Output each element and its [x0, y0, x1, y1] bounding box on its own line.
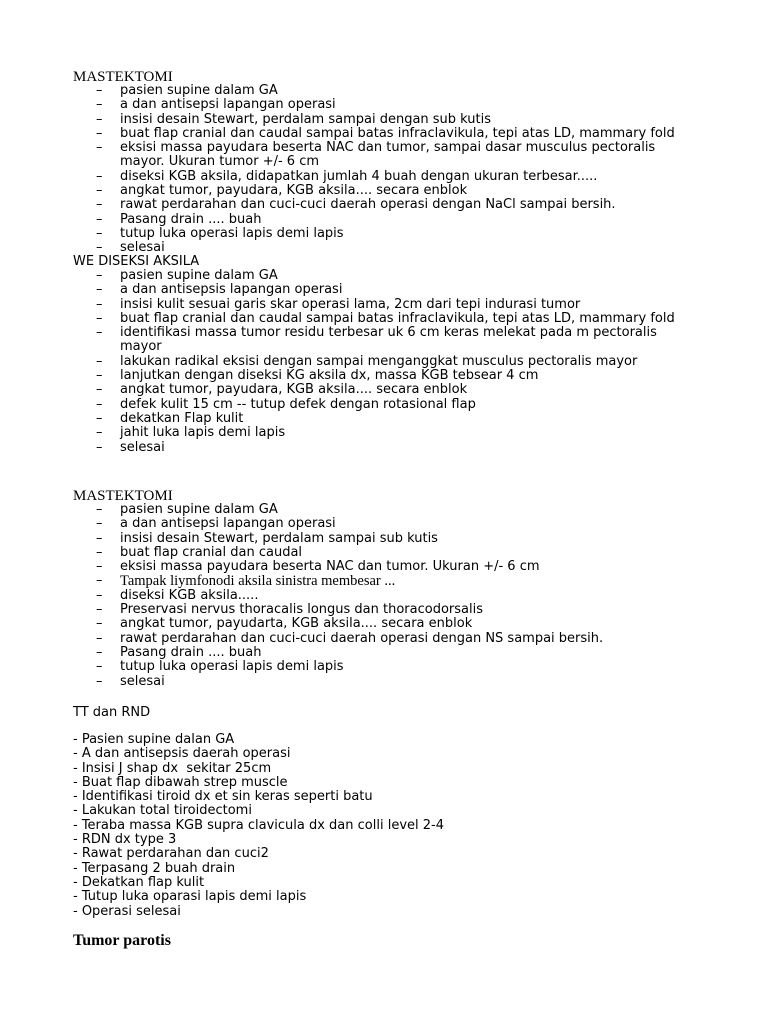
dash-bullet: –: [96, 83, 103, 98]
list-item: [96, 603, 696, 617]
section-tt-rnd-lines: [73, 733, 693, 919]
list-item: [96, 589, 696, 603]
list-item-text: diseksi KGB aksila.....: [120, 587, 259, 603]
list-item: [96, 617, 696, 631]
list-item: [96, 84, 696, 98]
list-item: [96, 312, 696, 326]
list-item-text: diseksi KGB aksila, didapatkan jumlah 4 buah dengan ukuran terbesar.....: [120, 168, 598, 184]
list-item: [96, 574, 696, 588]
text-line: - Rawat perdarahan dan cuci2: [73, 846, 269, 862]
list-item-text: defek kulit 15 cm -- tutup defek dengan rotasional flap: [120, 396, 476, 412]
list-item: [96, 283, 696, 297]
dash-bullet: –: [96, 282, 103, 298]
list-item-text: selesai: [120, 439, 165, 455]
list-item: [96, 326, 696, 355]
list-item-text: dekatkan Flap kulit: [120, 410, 244, 426]
list-item: [96, 412, 696, 426]
list-item: [96, 383, 696, 397]
list-item-text: angkat tumor, payudara, KGB aksila.... secara enblok: [120, 382, 468, 398]
list-item: [96, 170, 696, 184]
list-item: [96, 184, 696, 198]
text-line: - Pasien supine dalan GA: [73, 732, 235, 747]
list-item: [96, 227, 696, 241]
text-line: - Identifikasi tiroid dx et sin keras seperti batu: [73, 789, 373, 805]
list-item-text: lakukan radikal eksisi dengan sampai menganggkat musculus pectoralis mayor: [120, 353, 638, 369]
text-line: - A dan antisepsis daerah operasi: [73, 746, 291, 762]
section-mastektomi-list: [96, 84, 696, 256]
dash-bullet: –: [96, 211, 103, 227]
dash-bullet: –: [96, 197, 103, 213]
list-item-text: insisi kulit sesuai garis skar operasi lama, 2cm dari tepi indurasi tumor: [120, 296, 581, 312]
list-item: [96, 546, 696, 560]
dash-bullet: –: [96, 183, 103, 199]
dash-bullet: –: [96, 268, 103, 283]
section-tt-rnd-title: TT dan RND: [73, 705, 151, 720]
dash-bullet: –: [96, 544, 103, 560]
dash-bullet: –: [96, 425, 103, 441]
dash-bullet: –: [96, 125, 103, 141]
list-item: [96, 398, 696, 412]
dash-bullet: –: [96, 410, 103, 426]
dash-bullet: –: [96, 97, 103, 113]
list-item-text: selesai: [120, 240, 165, 256]
dash-bullet: –: [96, 382, 103, 398]
list-item-text: a dan antisepsi lapangan operasi: [120, 97, 336, 113]
text-line: - Terpasang 2 buah drain: [73, 860, 236, 876]
list-item: [96, 213, 696, 227]
text-line: - Insisi J shap dx sekitar 25cm: [73, 760, 272, 776]
dash-bullet: –: [96, 530, 103, 546]
list-item-text: tutup luka operasi lapis demi lapis: [120, 225, 344, 241]
section-mastektomi-2-title: MASTEKTOMI: [73, 488, 173, 504]
text-line: - Teraba massa KGB supra clavicula dx dan colli level 2-4: [73, 817, 444, 833]
list-item: [96, 441, 696, 455]
section-mastektomi-2-list: [96, 503, 696, 689]
list-item-text: Preservasi nervus thoracalis longus dan thoracodorsalis: [120, 602, 484, 618]
list-item-text: pasien supine dalam GA: [120, 268, 278, 283]
dash-bullet: –: [96, 111, 103, 127]
list-item: [96, 517, 696, 531]
list-item-text: rawat perdarahan dan cuci-cuci daerah operasi dengan NaCl sampai bersih.: [120, 197, 616, 213]
list-item: [96, 127, 696, 141]
dash-bullet: –: [96, 573, 103, 589]
section-we-diseksi-aksila-title: WE DISEKSI AKSILA: [73, 254, 200, 269]
dash-bullet: –: [96, 587, 103, 603]
list-item: [96, 355, 696, 369]
list-item: [96, 98, 696, 112]
dash-bullet: –: [96, 616, 103, 632]
list-item: [96, 503, 696, 517]
dash-bullet: –: [96, 659, 103, 675]
list-item-text: Tampak liymfonodi aksila sinistra membesar ...: [120, 573, 396, 590]
dash-bullet: –: [96, 140, 103, 156]
list-item-text: a dan antisepsi lapangan operasi: [120, 516, 336, 532]
list-item-text: buat flap cranial dan caudal sampai batas infraclavikula, tepi atas LD, mammary fold: [120, 125, 675, 141]
list-item-text: selesai: [120, 673, 165, 689]
list-item: [96, 632, 696, 646]
dash-bullet: –: [96, 396, 103, 412]
text-line: - Tutup luka oparasi lapis demi lapis: [73, 889, 307, 905]
list-item-text: lanjutkan dengan diseksi KG aksila dx, massa KGB tebsear 4 cm: [120, 368, 539, 384]
list-item-text: identifikasi massa tumor residu terbesar uk 6 cm keras melekat pada m pectoralis mayor: [120, 325, 662, 355]
list-item-text: Pasang drain .... buah: [120, 644, 262, 660]
text-line: - Dekatkan flap kulit: [73, 874, 205, 890]
list-item-text: insisi desain Stewart, perdalam sampai sub kutis: [120, 530, 438, 546]
dash-bullet: –: [96, 502, 103, 517]
list-item-text: angkat tumor, payudarta, KGB aksila.... secara enblok: [120, 616, 473, 632]
dash-bullet: –: [96, 559, 103, 575]
list-item: [96, 426, 696, 440]
list-item-text: pasien supine dalam GA: [120, 83, 278, 98]
text-line: - RDN dx type 3: [73, 832, 177, 848]
dash-bullet: –: [96, 353, 103, 369]
list-item: [96, 560, 696, 574]
text-line: - Buat flap dibawah strep muscle: [73, 774, 288, 790]
text-line: - Lakukan total tiroidectomi: [73, 803, 252, 819]
list-item: [96, 198, 696, 212]
section-mastektomi-title: MASTEKTOMI: [73, 69, 173, 85]
dash-bullet: –: [96, 296, 103, 312]
dash-bullet: –: [96, 644, 103, 660]
list-item-text: buat flap cranial dan caudal: [120, 544, 303, 560]
list-item: [96, 269, 696, 283]
dash-bullet: –: [96, 516, 103, 532]
list-item: [96, 113, 696, 127]
list-item: [96, 141, 696, 170]
dash-bullet: –: [96, 439, 103, 455]
list-item-text: jahit luka lapis demi lapis: [120, 425, 286, 441]
list-item-text: tutup luka operasi lapis demi lapis: [120, 659, 344, 675]
list-item-text: rawat perdarahan dan cuci-cuci daerah operasi dengan NS sampai bersih.: [120, 630, 604, 646]
text-line: - Operasi selesai: [73, 903, 181, 919]
list-item-text: buat flap cranial dan caudal sampai batas infraclavikula, tepi atas LD, mammary fold: [120, 310, 675, 326]
dash-bullet: –: [96, 630, 103, 646]
list-item: [96, 369, 696, 383]
list-item-text: eksisi massa payudara beserta NAC dan tumor. Ukuran +/- 6 cm: [120, 559, 540, 575]
dash-bullet: –: [96, 240, 103, 256]
dash-bullet: –: [96, 368, 103, 384]
list-item: [96, 660, 696, 674]
list-item: [96, 532, 696, 546]
dash-bullet: –: [96, 310, 103, 326]
list-item-text: pasien supine dalam GA: [120, 502, 278, 517]
list-item: [96, 646, 696, 660]
dash-bullet: –: [96, 325, 103, 341]
dash-bullet: –: [96, 225, 103, 241]
list-item-text: Pasang drain .... buah: [120, 211, 262, 227]
list-item-text: insisi desain Stewart, perdalam sampai dengan sub kutis: [120, 111, 492, 127]
list-item-text: a dan antisepsis lapangan operasi: [120, 282, 343, 298]
list-item: [96, 298, 696, 312]
dash-bullet: –: [96, 168, 103, 184]
list-item-text: eksisi massa payudara beserta NAC dan tumor, sampai dasar musculus pectoralis mayor. Ukuran tumor +/- 6 cm: [120, 140, 660, 170]
section-tumor-parotis-title: Tumor parotis: [73, 932, 171, 949]
list-item: [96, 675, 696, 689]
dash-bullet: –: [96, 673, 103, 689]
list-item-text: angkat tumor, payudara, KGB aksila.... secara enblok: [120, 183, 468, 199]
section-we-diseksi-aksila-list: [96, 269, 696, 455]
dash-bullet: –: [96, 602, 103, 618]
